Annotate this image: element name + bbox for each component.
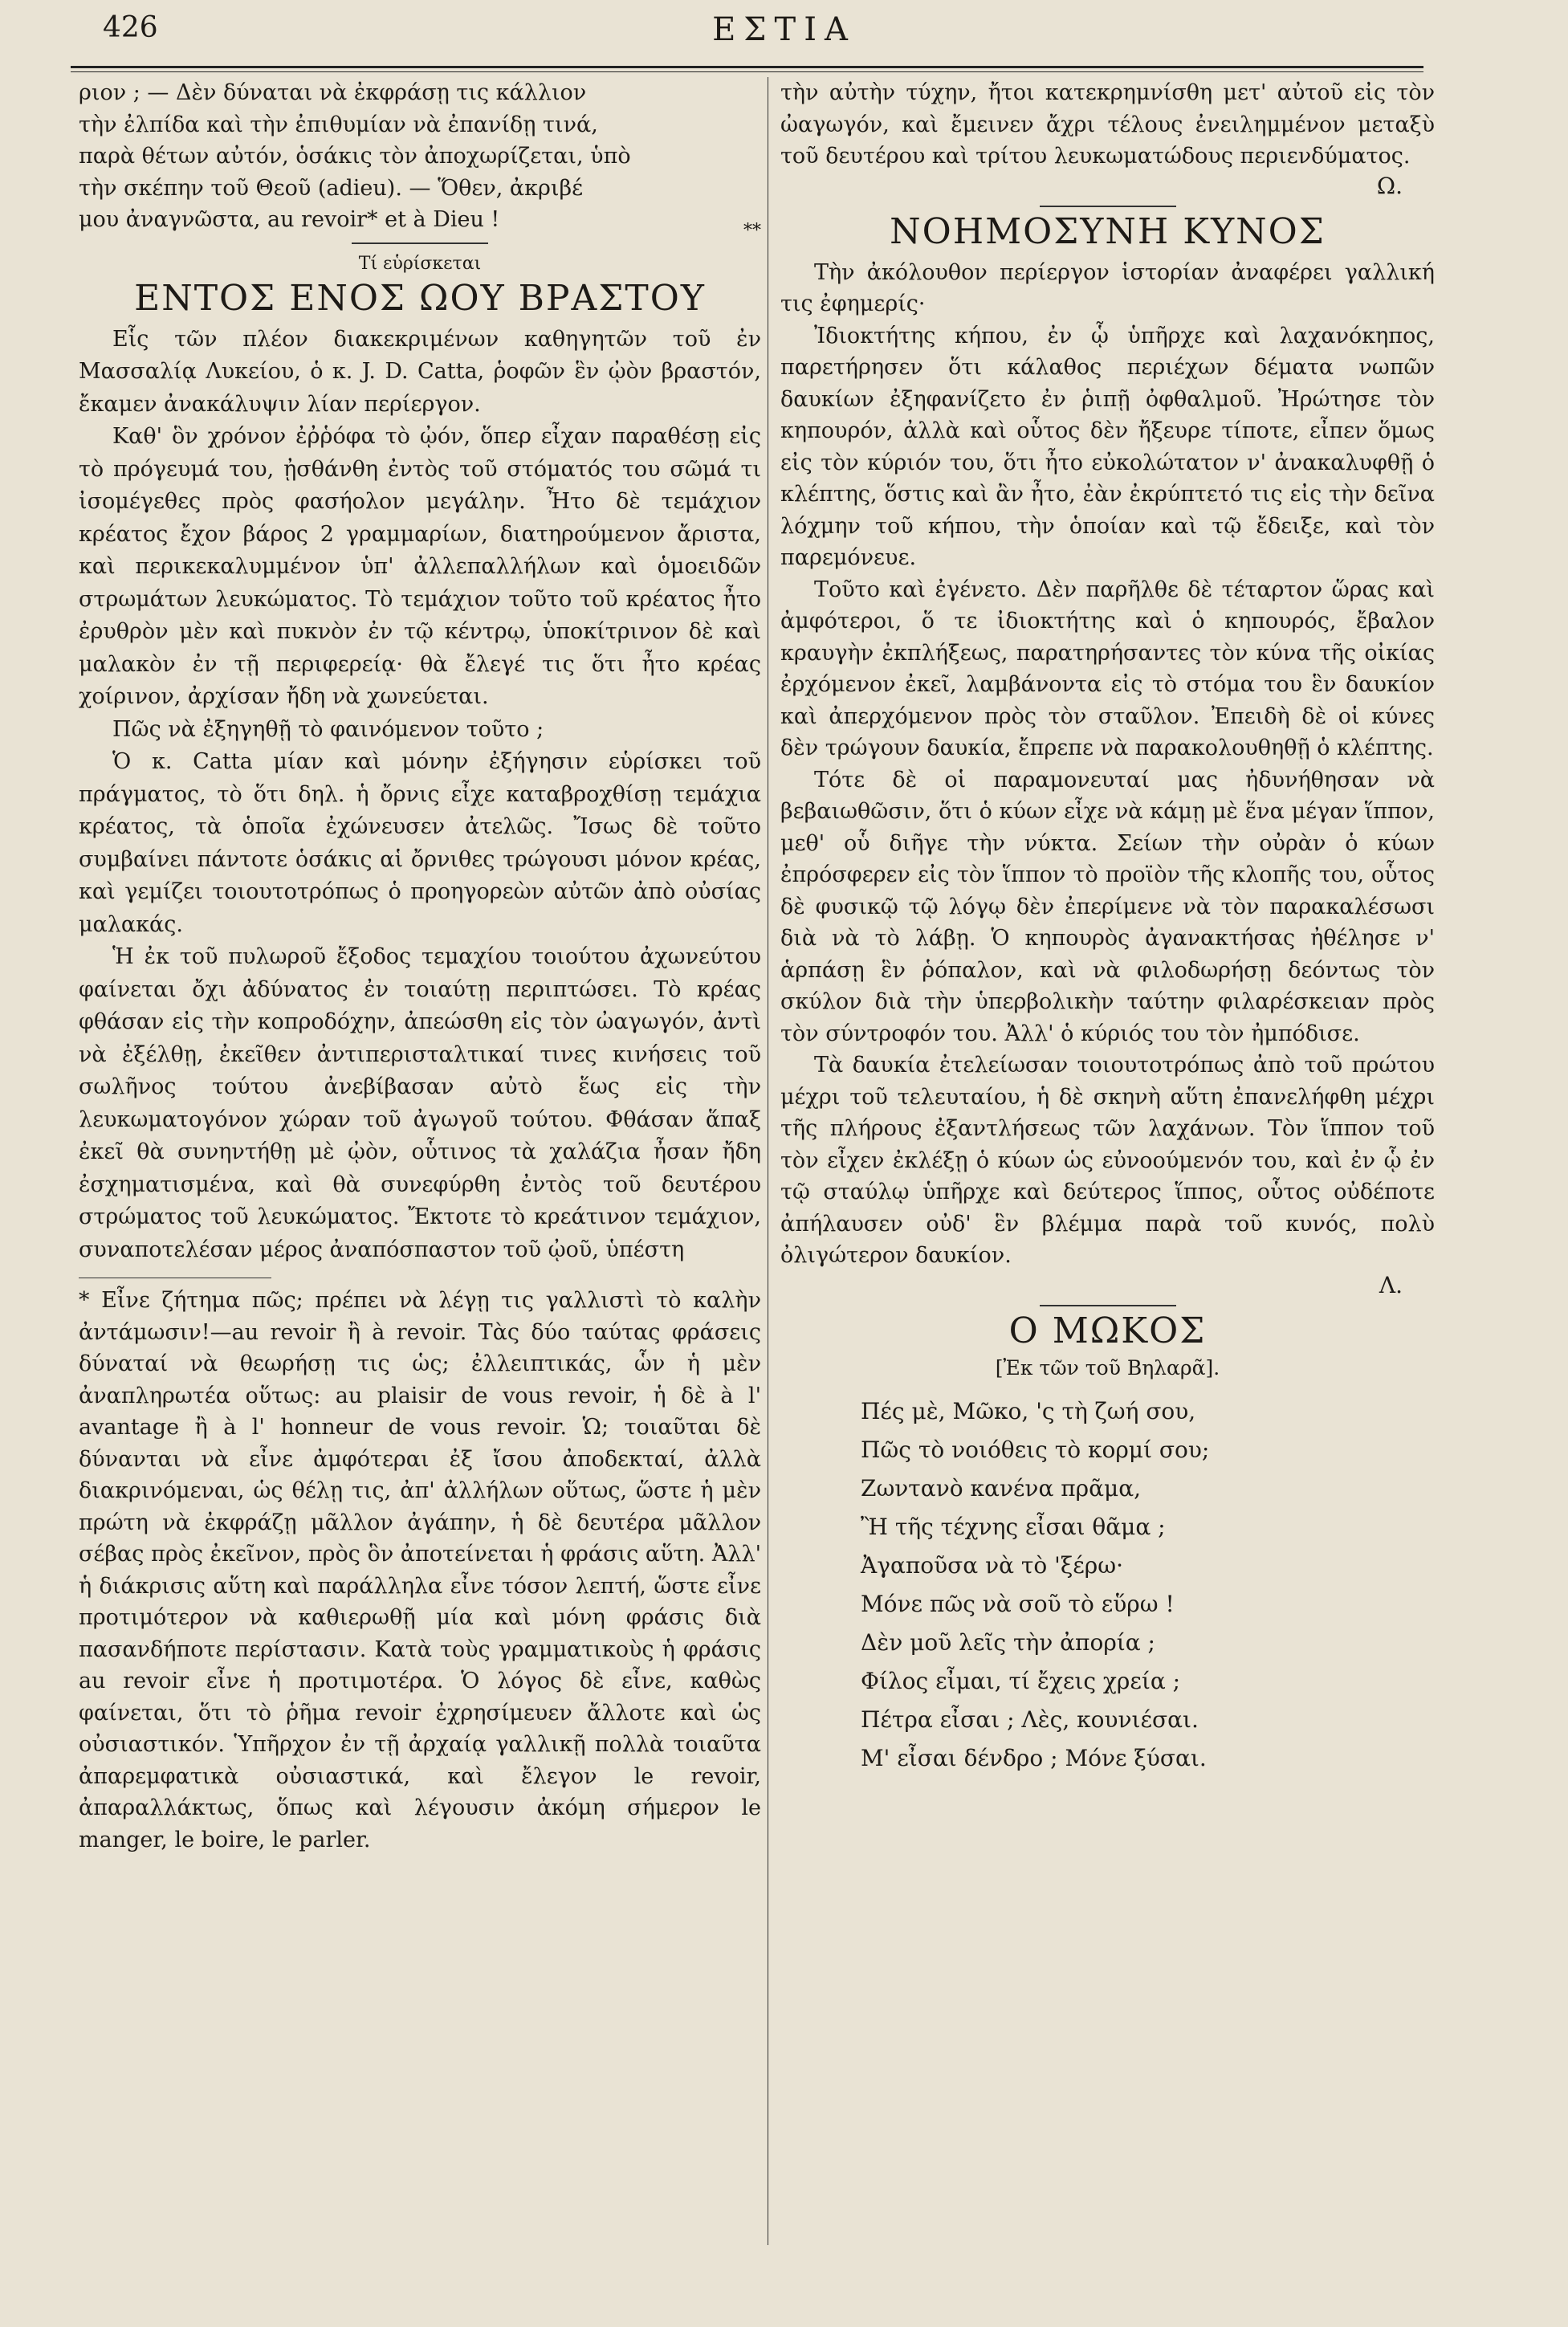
article-paragraph: Πῶς νὰ ἐξηγηθῇ τὸ φαινόμενον τοῦτο ;: [112, 716, 544, 742]
article-paragraph: Καθ' ὃν χρόνον ἐῤῥόφα τὸ ᾠόν, ὅπερ εἶχαν παραθέσῃ εἰς τὸ πρόγευμά του, ᾐσθάνθη ἐντὸς τοῦ στόματός του σῶμά τι ἰσομέγεθες πρὸς φασήολον μεγάλην. Ἦτο δὲ τεμάχιον κρέατος ἔχον βάρος 2 γραμμαρίων, διατηρούμενον ἄριστα, καὶ περικεκαλυμμένον ὑπ' ἀλλεπαλλήλων καὶ ὁμοειδῶν στρωμάτων λευκώματος. Τὸ τεμάχιον τοῦτο τοῦ κρέατος ἦτο ἐρυθρὸν μὲν καὶ πυκνὸν ἐν τῷ κέντρῳ, ὑποκίτρινον δὲ καὶ μαλακὸν ἐν τῇ περιφερείᾳ· θὰ ἔλεγέ τις ὅτι ἦτο κρέας χοίρινον, ἀρχίσαν ἤδη νὰ χωνεύεται.: [79, 424, 761, 709]
poem-line: Ἢ τῆς τέχνης εἶσαι θᾶμα ;: [861, 1513, 1166, 1540]
intro-line: [79, 204, 761, 241]
poem-line: Πῶς τὸ νοιόθεις τὸ κορμί σου;: [861, 1436, 1210, 1463]
poem-line: Πέτρα εἶσαι ; Λὲς, κουνιέσαι.: [861, 1706, 1199, 1733]
article-paragraph: Ἰδιοκτήτης κήπου, ἐν ᾧ ὑπῆρχε καὶ λαχανόκηπος, παρετήρησεν ὅτι κάλαθος περιέχων δέματα νωπῶν δαυκίων ἐξηφανίζετο ἐν ῥιπῇ ὀφθαλμοῦ. Ἠρώτησε τὸν κηπουρόν, ἀλλὰ καὶ οὗτος δὲν ἤξευρε τίποτε, εἶπεν ὅμως εἰς τὸν κύριόν του, ὅτι ἦτο εὐκολώτατον ν' ἀνακαλυφθῇ ὁ κλέπτης, ὅστις καὶ ἂν ἦτο, ἐὰν ἐκρύπτετό τις εἰς τὴν δεῖνα λόχμην τοῦ κήπου, τὴν ὁποίαν καὶ τῷ ἔδειξε, καὶ τὸν παρεμόνευε.: [780, 323, 1435, 570]
section-rule: [352, 242, 488, 244]
article-headline: ΝΟΗΜΟΣΥΝΗ ΚΥΝΟΣ: [890, 210, 1326, 252]
article-paragraph: Τότε δὲ οἱ παραμονευταί μας ἠδυνήθησαν νὰ βεβαιωθῶσιν, ὅτι ὁ κύων εἶχε νὰ κάμῃ μὲ ἕνα μέγαν ἵππον, μεθ' οὗ διῆγε τὴν νύκτα. Σείων τὴν οὐρὰν ὁ κύων ἐπρόσφερεν εἰς τὸν ἵππον τὸ προϊὸν τῆς κλοπῆς του, οὗτος δὲ φυσικῷ τῷ λόγῳ δὲν ἐπερίμενε νὰ τὸν παρακαλέσωσι διὰ νὰ τὸ λάβῃ. Ὁ κηπουρὸς ἀγανακτήσας ἠθέλησε ν' ἁρπάσῃ ἓν ῥόπαλον, καὶ νὰ φιλοδωρήσῃ δεόντως τὸν σκύλον διὰ τὴν ὑπερβολικὴν ταύτην φιλαρέσκειαν πρὸς τὸν σύντροφόν του. Ἀλλ' ὁ κύριός του τὸν ἠμπόδισε.: [780, 767, 1435, 1046]
page-number: 426: [103, 11, 158, 44]
poem: [861, 1392, 1435, 1778]
section-rule: [1040, 206, 1176, 207]
poem-line: Ἀγαποῦσα νὰ τὸ 'ξέρω·: [861, 1551, 1123, 1579]
poem-line: Δὲν μοῦ λεῖς τὴν ἀπορία ;: [861, 1628, 1155, 1656]
section-rule: [1040, 1305, 1176, 1306]
article-paragraph: Εἷς τῶν πλέον διακεκριμένων καθηγητῶν τοῦ ἐν Μασσαλίᾳ Λυκείου, ὁ κ. J. D. Catta, ῥοφῶν ἓν ᾠὸν βραστόν, ἔκαμεν ἀνακάλυψιν λίαν περίεργον.: [79, 326, 761, 417]
signature: Ω.: [1376, 172, 1403, 199]
article-headline: ΕΝΤΟΣ ΕΝΟΣ ΩΟΥ ΒΡΑΣΤΟΥ: [134, 277, 706, 319]
poem-line: Φίλος εἶμαι, τί ἔχεις χρεία ;: [861, 1667, 1181, 1694]
signature: Λ.: [1379, 1271, 1403, 1298]
running-title: ΕΣΤΙΑ: [712, 11, 856, 48]
article-body: [79, 324, 761, 1267]
stars-mark: **: [743, 221, 761, 241]
left-column: [79, 77, 761, 1856]
footnote-text: * Εἶνε ζήτημα πῶς; πρέπει νὰ λέγῃ τις γαλλιστὶ τὸ καλὴν ἀντάμωσιν!—au revoir ἢ à revoir. Τὰς δύο ταύτας φράσεις δύναταί νὰ θεωρήσῃ τις ὡς; ἐλλειπτικάς, ὧν ἡ μὲν ἀναπληρωτέα οὕτως: au plaisir de vous revoir, ἡ δὲ à l' avantage ἢ à l' honneur de vous revoir. Ὡ; τοιαῦται δὲ δύνανται νὰ εἶνε ἀμφότεραι ἐξ ἴσου ἀποδεκταί, ἀλλὰ διακρινόμεναι, ὡς θέλῃ τις, ἀπ' ἀλλήλων οὕτως, ὥστε ἡ μὲν πρώτη νὰ ἐκφράζῃ μᾶλλον ἀγάπην, ἡ δὲ δευτέρα μᾶλλον σέβας πρὸς ἐκεῖνον, πρὸς ὃν ἀποτείνεται ἡ φράσις αὕτη. Ἀλλ' ἡ διάκρισις αὕτη καὶ παράλληλα εἶνε τόσον λεπτή, ὥστε εἶνε προτιμότερον νὰ καθιερωθῇ μία καὶ μόνη φράσις διὰ πασανδήποτε περίστασιν. Κατὰ τοὺς γραμματικοὺς ἡ φράσις au revoir εἶνε ἡ προτιμοτέρα. Ὁ λόγος δὲ εἶνε, καθὼς φαίνεται, ὅτι τὸ ῥῆμα revoir ἐχρησίμευεν ἄλλοτε καὶ ὡς οὐσιαστικόν. Ὑπῆρχον ἐν τῇ ἀρχαίᾳ γαλλικῇ πολλὰ τοιαῦτα ἀπαρεμφατικὰ οὐσιαστικά, καὶ ἔλεγον le revoir, ἀπαραλλάκτως, ὅπως καὶ λέγουσιν ἀκόμη σήμερον le manger, le boire, le parler.: [79, 1288, 761, 1852]
header-rule-thin: [71, 71, 1423, 72]
footnote: [79, 1285, 761, 1856]
poem-line: Μόνε πῶς νὰ σοῦ τὸ εὕρω !: [861, 1590, 1175, 1617]
intro-line: τὴν ἐλπίδα καὶ τὴν ἐπιθυμίαν νὰ ἐπανίδῃ τινά,: [79, 112, 598, 137]
article-paragraph: Τοῦτο καὶ ἐγένετο. Δὲν παρῆλθε δὲ τέταρτον ὥρας καὶ ἀμφότεροι, ὅ τε ἰδιοκτήτης καὶ ὁ κηπουρός, ἔβαλον κραυγὴν ἐκπλήξεως, παρατηρήσαντες τὸν κύνα τῆς οἰκίας ἐρχόμενον ἐκεῖ, λαμβάνοντα εἰς τὸ στόμα του ἓν δαυκίον καὶ ἀπερχόμενον πρὸς τὸν σταῦλον. Ἐπειδὴ δὲ οἱ κύνες δὲν τρώγουν δαυκία, ἔπρεπε νὰ παρακολουθηθῇ ὁ κλέπτης.: [780, 577, 1435, 760]
intro-line: παρὰ θέτων αὐτόν, ὁσάκις τὸν ἀποχωρίζεται, ὑπὸ: [79, 144, 631, 169]
poem-line: Μ' εἶσαι δένδρο ; Μόνε ξύσαι.: [861, 1744, 1207, 1771]
continued-paragraph: τὴν αὐτὴν τύχην, ἤτοι κατεκρημνίσθη μετ' αὐτοῦ εἰς τὸν ὠαγωγόν, καὶ ἔμεινεν ἄχρι τέλους ἐνειλημμένον μεταξὺ τοῦ δευτέρου καὶ τρίτου λευκωματώδους περιενδύματος.: [780, 80, 1435, 169]
article-paragraph: Τὴν ἀκόλουθον περίεργον ἱστορίαν ἀναφέρει γαλλική τις ἐφημερίς·: [780, 259, 1435, 316]
intro-passage: [79, 77, 761, 241]
intro-line: τὴν σκέπην τοῦ Θεοῦ (adieu). — Ὅθεν, ἀκριβέ: [79, 175, 584, 201]
article-paragraph: Ὁ κ. Catta μίαν καὶ μόνην ἐξήγησιν εὑρίσκει τοῦ πράγματος, τὸ ὅτι δηλ. ἡ ὄρνις εἶχε καταβροχθίσῃ τεμάχια κρέατος, τὰ ὁποῖα ἐχώνευσεν ἀτελῶς. Ἴσως δὲ τοῦτο συμβαίνει πάντοτε ὁσάκις αἱ ὄρνιθες τρώγουσι μόνον κρέας, καὶ γεμίζει τοιουτοτρόπως ὁ προηγορεὼν αὐτῶν ἀπὸ οὐσίας μαλακάς.: [79, 749, 761, 937]
poem-source: [Ἐκ τῶν τοῦ Βηλαρᾶ].: [995, 1355, 1220, 1379]
header-rule: [71, 66, 1423, 68]
right-column: [780, 77, 1435, 1778]
intro-line: ριον ; — Δὲν δύναται νὰ ἐκφράσῃ τις κάλλιον: [79, 80, 587, 105]
poem-line: Πές μὲ, Μῶκο, 'ς τὴ ζωή σου,: [861, 1397, 1196, 1424]
article-kicker: Τί εὑρίσκεται: [358, 253, 482, 274]
article-paragraph: Ἡ ἐκ τοῦ πυλωροῦ ἔξοδος τεμαχίου τοιούτου ἀχωνεύτου φαίνεται ὄχι ἀδύνατος ἐν τοιαύτῃ περιπτώσει. Τὸ κρέας φθάσαν εἰς τὴν κοπροδόχην, ἀπεώσθη εἰς τὸν ὠαγωγόν, ἀντὶ νὰ ἐξέλθῃ, ἐκεῖθεν ἀντιπερισταλτικαί τινες κινήσεις τοῦ σωλῆνος τούτου ἀνεβίβασαν αὐτὸ ἕως εἰς τὴν λευκωματογόνον χώραν τοῦ ἀγωγοῦ τούτου. Φθάσαν ἅπαξ ἐκεῖ θὰ συνηντήθῃ μὲ ᾠὸν, οὗτινος τὰ χαλάζια ἦσαν ἤδη ἐσχηματισμένα, καὶ θὰ συνεφύρθη ἐντὸς τοῦ δευτέρου στρώματος τοῦ λευκώματος. Ἔκτοτε τὸ κρεάτινον τεμάχιον, συναποτελέσαν μέρος ἀναπόσπαστον τοῦ ᾠοῦ, ὑπέστη: [79, 944, 761, 1262]
intro-line-text: μου ἀναγνῶστα, au revoir* et à Dieu !: [79, 207, 500, 232]
article-paragraph: Τὰ δαυκία ἐτελείωσαν τοιουτοτρόπως ἀπὸ τοῦ πρώτου μέχρι τοῦ τελευταίου, ἡ δὲ σκηνὴ αὕτη ἐπανελήφθη μέχρι τῆς πλήρους ἐξαντλήσεως τῶν λαχάνων. Τὸν ἵππον τοῦ τὸν εἶχεν ἐκλέξῃ ὁ κύων ὡς εὐνοούμενόν του, καὶ ἐν ᾧ ἐν τῷ σταύλῳ ὑπῆρχε καὶ δεύτερος ἵππος, οὗτος οὐδέποτε ἀπήλαυσεν οὐδ' ἓν βλέμμα παρὰ τοῦ κυνός, πολὺ ὀλιγώτερον δαυκίον.: [780, 1053, 1435, 1268]
poem-title: Ο ΜΩΚΟΣ: [1008, 1310, 1207, 1351]
poem-line: Ζωντανὸ κανένα πρᾶμα,: [861, 1474, 1142, 1502]
